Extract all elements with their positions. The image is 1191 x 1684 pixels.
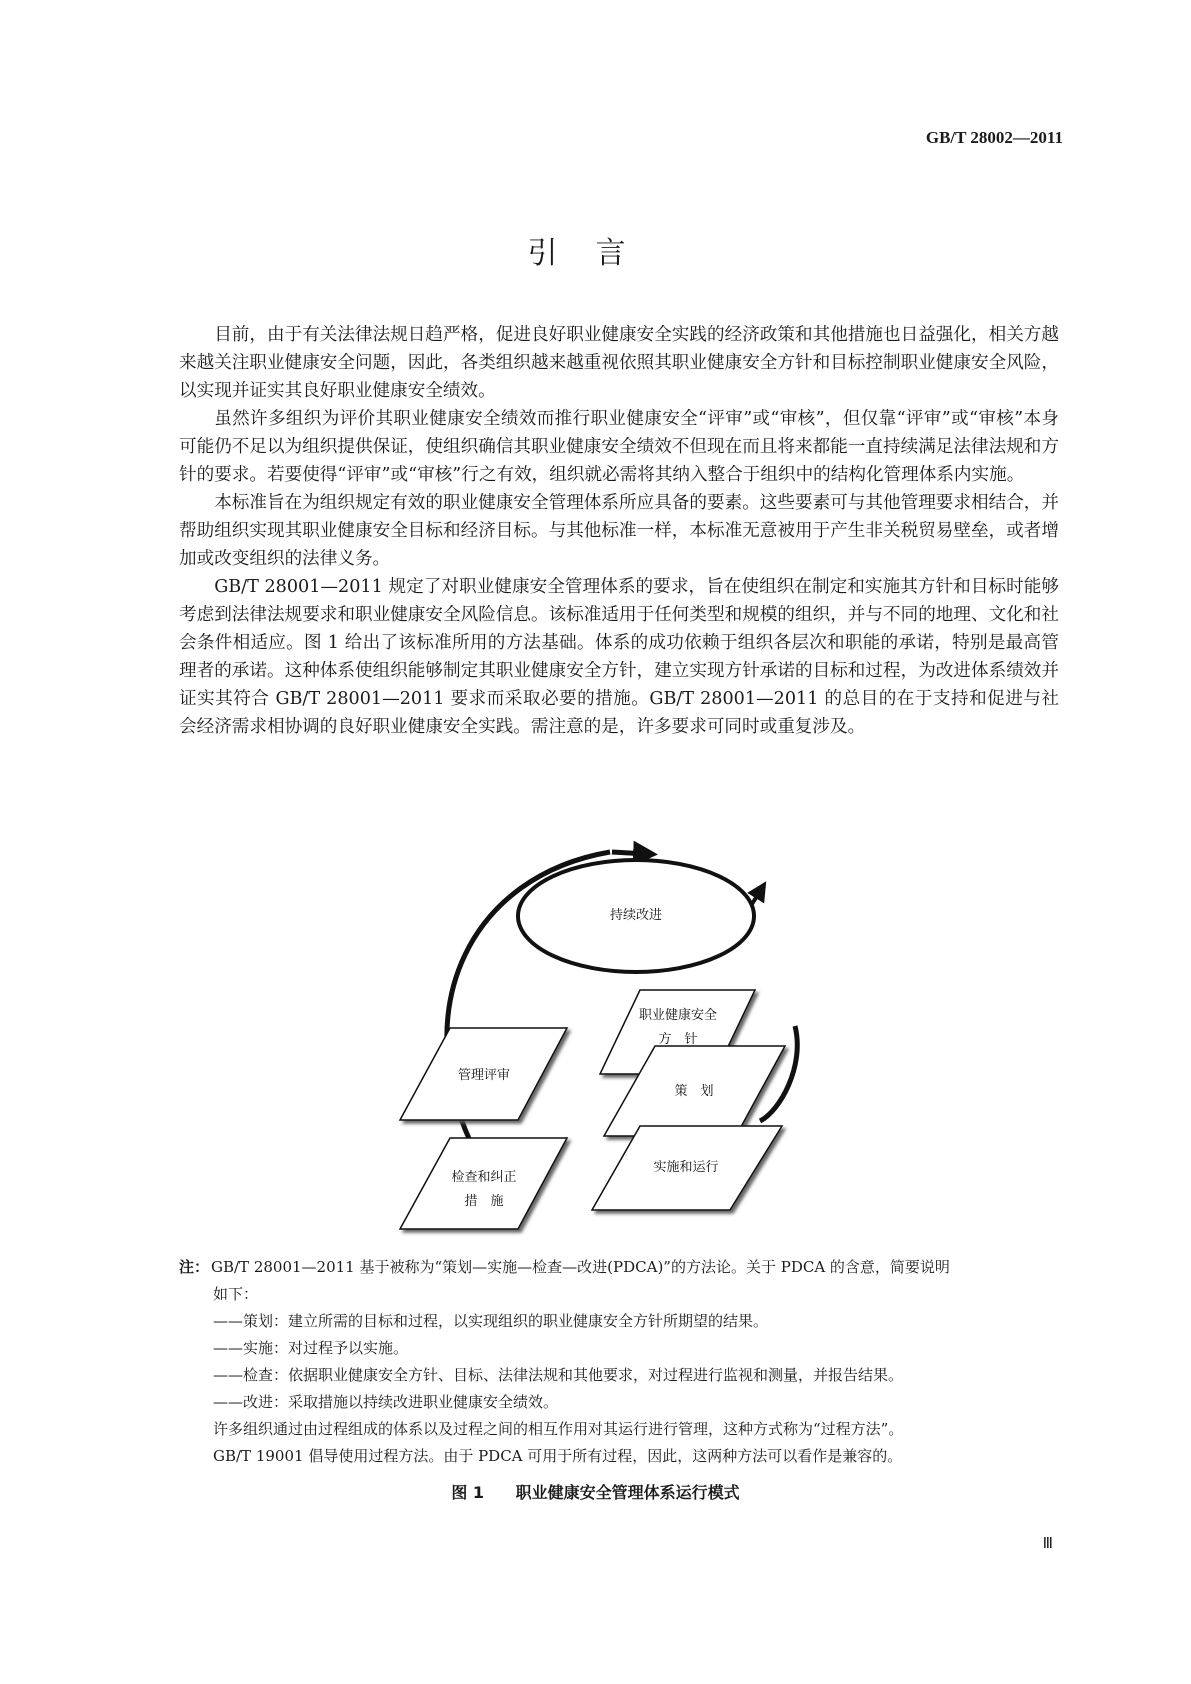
check-label-line1: 检查和纠正 bbox=[451, 1170, 517, 1185]
note-label: 注： bbox=[179, 1258, 210, 1276]
paragraph-3: 本标准旨在为组织规定有效的职业健康安全管理体系所应具备的要素。这些要素可与其他管理要求相结合，并帮助组织实现其职业健康安全目标和经济目标。与其他标准一样，本标准无意被用于产生非关税贸易壁垒，或者增加或改变组织的法律义务。 bbox=[179, 493, 1059, 569]
paragraph-2: 虽然许多组织为评价其职业健康安全绩效而推行职业健康安全“评审”或“审核”，但仅靠“评审”或“审核”本身可能仍不足以为组织提供保证，使组织确信其职业健康安全绩效不但现在而且将来都能一直持续满足法律法规和方针的要求。若要使得“评审”或“审核”行之有效，组织就必需将其纳入整合于组织中的结构化管理体系内实施。 bbox=[179, 409, 1059, 485]
policy-label bbox=[626, 1004, 730, 1052]
note-item-do: ——实施：对过程予以实施。 bbox=[213, 1339, 409, 1357]
note-item-act: ——改进：采取措施以持续改进职业健康安全绩效。 bbox=[213, 1393, 559, 1411]
paragraph-4: GB/T 28001—2011 规定了对职业健康安全管理体系的要求，旨在使组织在制定和实施其方针和目标时能够考虑到法律法规要求和职业健康安全风险信息。该标准适用于任何类型和规模的组织，并与不同的地理、文化和社会条件相适应。图 1 给出了该标准所用的方法基础。体系的成功依赖于组织各层次和职能的承诺，特别是最高管理者的承诺。这种体系使组织能够制定其职业健康安全方针，建立实现方针承诺的目标和过程，为改进体系绩效并证实其符合 GB/T 28001—2011 要求而采取必要的措施。GB/T 28001—2011 的总目的在于支持和促进与社会经济需求相协调的良好职业健康安全实践。需注意的是，许多要求可同时或重复涉及。 bbox=[179, 577, 1059, 737]
check-label-line2: 措 施 bbox=[464, 1194, 504, 1209]
paragraph-1: 目前，由于有关法律法规日趋严格，促进良好职业健康安全实践的经济政策和其他措施也日益强化，相关方越来越关注职业健康安全问题，因此，各类组织越来越重视依照其职业健康安全方针和目标控制职业健康安全风险，以实现并证实其良好职业健康安全绩效。 bbox=[179, 325, 1059, 401]
intro-body bbox=[179, 321, 1059, 741]
page-number: Ⅲ bbox=[1042, 1536, 1053, 1552]
page-title: 引言 bbox=[527, 236, 664, 271]
note-outro-line1: 许多组织通过由过程组成的体系以及过程之间的相互作用对其运行进行管理，这种方式称为“过程方法”。 bbox=[213, 1420, 904, 1438]
management-review-label: 管理评审 bbox=[457, 1068, 510, 1083]
figure-note bbox=[179, 1254, 1059, 1470]
continuous-improvement-label: 持续改进 bbox=[609, 908, 662, 923]
cycle-arrow-top bbox=[612, 852, 648, 854]
pdca-diagram bbox=[0, 836, 1191, 1266]
note-intro-line1: GB/T 28001—2011 基于被称为“策划—实施—检查—改进(PDCA)”的方法论。关于 PDCA 的含意，简要说明 bbox=[211, 1258, 950, 1276]
note-intro-line2: 如下： bbox=[213, 1285, 259, 1303]
check-label bbox=[434, 1166, 534, 1214]
ellipse-arrow bbox=[752, 888, 762, 904]
note-item-check: ——检查：依据职业健康安全方针、目标、法律法规和其他要求，对过程进行监视和测量，并报告结果。 bbox=[213, 1366, 904, 1384]
note-intro bbox=[179, 1254, 1059, 1281]
figure-caption bbox=[0, 1480, 1191, 1503]
policy-label-line2: 方 针 bbox=[658, 1032, 698, 1047]
standard-code: GB/T 28002—2011 bbox=[925, 128, 1063, 147]
planning-label: 策 划 bbox=[674, 1084, 714, 1099]
figure-caption-number: 图 1 bbox=[451, 1483, 485, 1502]
policy-label-line1: 职业健康安全 bbox=[638, 1008, 717, 1023]
pdca-figure bbox=[0, 836, 1191, 1266]
figure-caption-text: 职业健康安全管理体系运行模式 bbox=[515, 1483, 740, 1502]
note-item-plan: ——策划：建立所需的目标和过程，以实现组织的职业健康安全方针所期望的结果。 bbox=[213, 1312, 769, 1330]
note-outro-line2: GB/T 19001 倡导使用过程方法。由于 PDCA 可用于所有过程，因此，这两种方法可以看作是兼容的。 bbox=[213, 1447, 903, 1465]
implementation-label: 实施和运行 bbox=[653, 1160, 719, 1175]
